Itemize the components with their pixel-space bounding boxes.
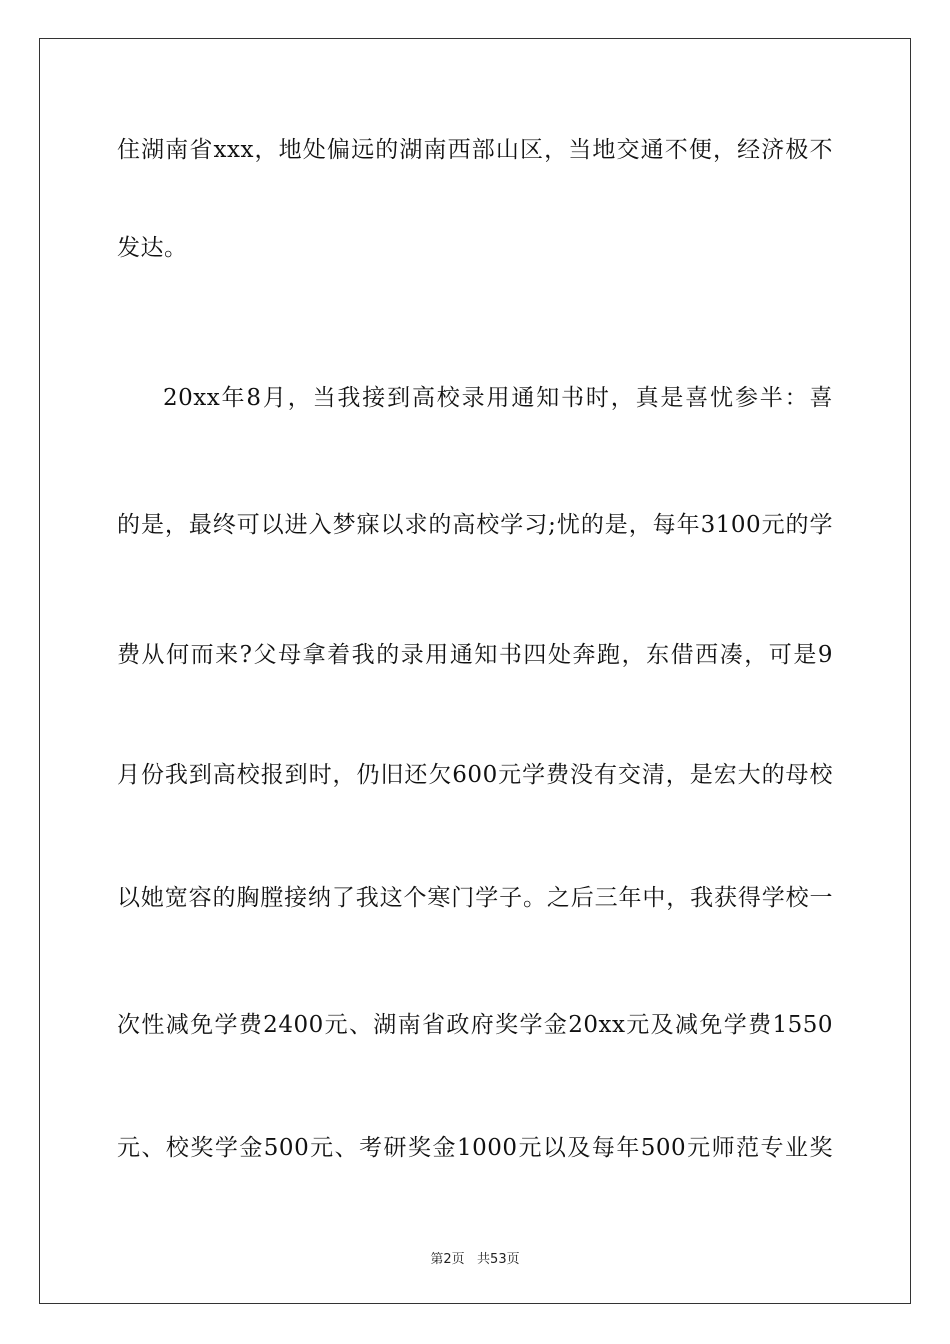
body-text-line-7: 以她宽容的胸膛接纳了我这个寒门学子。之后三年中，我获得学校一: [117, 885, 833, 911]
body-text-line-2: 发达。: [117, 235, 188, 261]
body-text-line-1: 住湖南省xxx，地处偏远的湖南西部山区，当地交通不便，经济极不: [117, 137, 833, 163]
body-text-line-6: 月份我到高校报到时，仍旧还欠600元学费没有交清，是宏大的母校: [117, 762, 833, 788]
body-text-line-5: 费从何而来?父母拿着我的录用通知书四处奔跑，东借西凑，可是9: [117, 642, 833, 668]
page-border: [39, 38, 911, 1304]
body-text-line-4: 的是，最终可以进入梦寐以求的高校学习;忧的是，每年3100元的学: [117, 512, 833, 538]
body-text-line-8: 次性减免学费2400元、湖南省政府奖学金20xx元及减免学费1550: [117, 1012, 833, 1038]
page-number-footer: 第2页 共53页: [430, 1252, 520, 1267]
body-text-line-9: 元、校奖学金500元、考研奖金1000元以及每年500元师范专业奖: [117, 1135, 833, 1161]
body-text-line-3: 20xx年8月，当我接到高校录用通知书时，真是喜忧参半：喜: [163, 385, 833, 411]
